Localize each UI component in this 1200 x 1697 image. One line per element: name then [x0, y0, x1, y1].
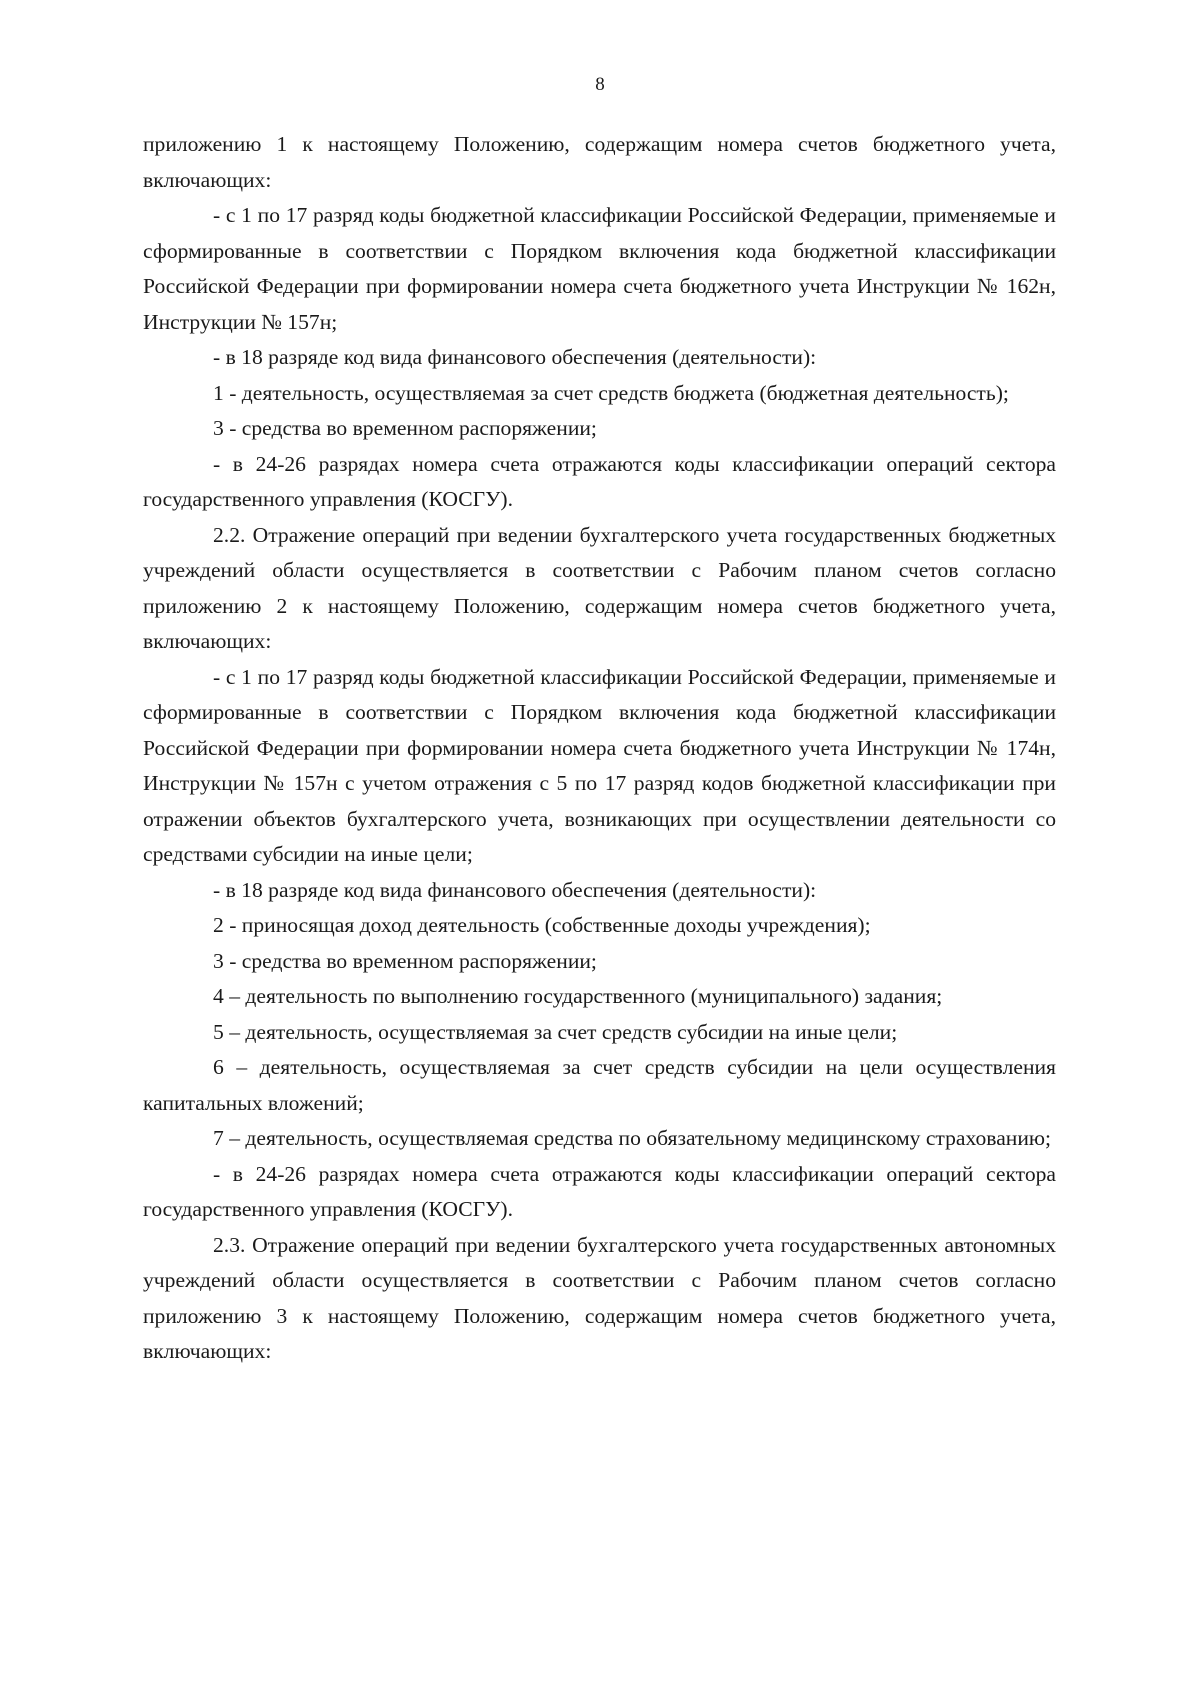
section-2-3-paragraph: 2.3. Отражение операций при ведении бухгалтерского учета государственных автономных учреждений области осуществляется в соответствии с Рабочим планом счетов согласно приложению 3 к настоящему Положению, содержащим номера счетов бюджетного учета, включающих: — [143, 1232, 1056, 1363]
paragraph: 7 – деятельность, осуществляемая средства по обязательному медицинскому страхованию; — [213, 1126, 1052, 1150]
paragraph: - в 24-26 разрядах номера счета отражаются коды классификации операций сектора государственного управления (КОСГУ). — [143, 1161, 1056, 1221]
paragraph: - в 24-26 разрядах номера счета отражаются коды классификации операций сектора государственного управления (КОСГУ). — [143, 451, 1056, 511]
page-number: 8 — [595, 74, 605, 95]
paragraph: 6 – деятельность, осуществляемая за счет средств субсидии на цели осуществления капитальных вложений; — [143, 1055, 1056, 1115]
paragraph: 1 - деятельность, осуществляемая за счет средств бюджета (бюджетная деятельность); — [213, 380, 1009, 405]
paragraph: - в 18 разряде код вида финансового обеспечения (деятельности): — [213, 877, 817, 902]
paragraph: приложению 1 к настоящему Положению, содержащим номера счетов бюджетного учета, включающих: — [143, 132, 1056, 192]
paragraph: - с 1 по 17 разряд коды бюджетной классификации Российской Федерации, применяемые и сформированные в соответствии с Порядком включения кода бюджетной классификации Российской Федерации при формировании номера счета бюджетного учета Инструкции № 162н, Инструкции № 157н; — [143, 203, 1056, 334]
paragraph: 2 - приносящая доход деятельность (собственные доходы учреждения); — [213, 913, 871, 937]
paragraph: - с 1 по 17 разряд коды бюджетной классификации Российской Федерации, применяемые и сформированные в соответствии с Порядком включения кода бюджетной классификации Российской Федерации при формировании номера счета бюджетного учета Инструкции № 174н, Инструкции № 157н с учетом отражения с 5 по 17 разряд кодов бюджетной классификации при отражении объектов бухгалтерского учета, возникающих при осуществлении деятельности со средствами субсидии на иные цели; — [143, 664, 1056, 866]
section-2-2-paragraph: 2.2. Отражение операций при ведении бухгалтерского учета государственных бюджетных учреждений области осуществляется в соответствии с Рабочим планом счетов согласно приложению 2 к настоящему Положению, содержащим номера счетов бюджетного учета, включающих: — [143, 522, 1056, 653]
paragraph: 3 - средства во временном распоряжении; — [213, 948, 597, 973]
paragraph: 3 - средства во временном распоряжении; — [213, 416, 597, 440]
paragraph: - в 18 разряде код вида финансового обеспечения (деятельности): — [213, 345, 817, 369]
paragraph: 5 – деятельность, осуществляемая за счет средств субсидии на иные цели; — [213, 1019, 898, 1044]
document-body — [143, 127, 1056, 1370]
paragraph: 4 – деятельность по выполнению государственного (муниципального) задания; — [213, 984, 943, 1008]
